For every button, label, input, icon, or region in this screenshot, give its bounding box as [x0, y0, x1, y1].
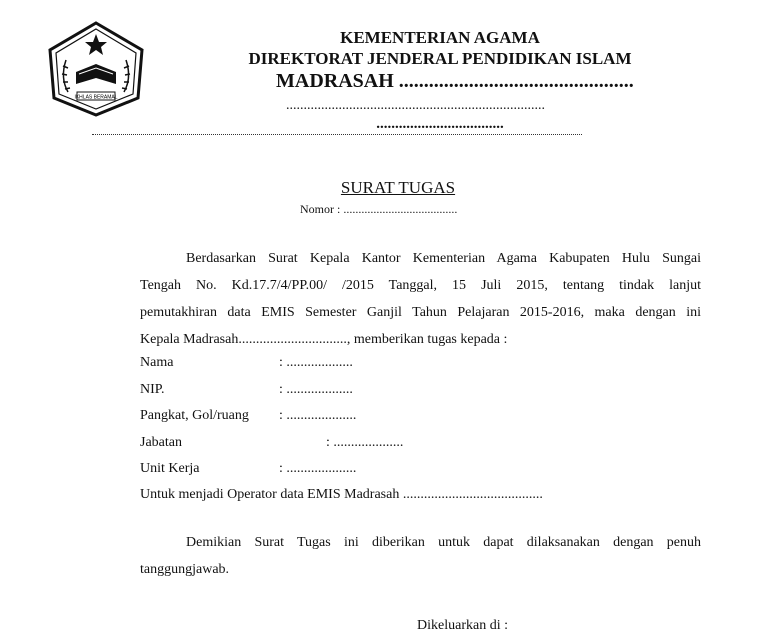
- madrasah-name: MADRASAH ...............................................: [276, 70, 634, 92]
- field-label-jabatan: Jabatan: [140, 435, 182, 450]
- address-line: ..........................................................................: [286, 98, 545, 113]
- field-value-jabatan: : ....................: [326, 435, 404, 450]
- opening-line-1: Berdasarkan Surat Kepala Kantor Kementerian Agama Kabupaten Hulu Sungai: [186, 251, 701, 266]
- svg-text:IKHLAS BERAMAL: IKHLAS BERAMAL: [74, 94, 118, 101]
- city-line: ..................................: [376, 116, 504, 132]
- opening-line-4: Kepala Madrasah..............................., memberikan tugas kepada :: [140, 332, 508, 347]
- field-value-nip: : ...................: [279, 382, 353, 397]
- closing-line-2: tanggungjawab.: [140, 562, 230, 577]
- field-label-nama: Nama: [140, 355, 174, 370]
- opening-line-3: pemutakhiran data EMIS Semester Ganjil Tahun Pelajaran 2015-2016, maka dengan ini: [140, 305, 701, 320]
- letter-number: Nomor : ......................................: [300, 202, 458, 216]
- field-label-nip: NIP.: [140, 382, 165, 397]
- field-label-pangkat: Pangkat, Gol/ruang: [140, 408, 249, 423]
- closing-line-1: Demikian Surat Tugas ini diberikan untuk dapat dilaksanakan dengan penuh: [186, 535, 701, 550]
- letter-title: SURAT TUGAS: [340, 178, 456, 197]
- directorate-name: DIREKTORAT JENDERAL PENDIDIKAN ISLAM: [248, 49, 632, 68]
- field-value-unit-kerja: : ....................: [279, 461, 357, 476]
- opening-paragraph: [140, 245, 701, 353]
- field-value-nama: : ...................: [279, 355, 353, 370]
- field-value-pangkat: : ....................: [279, 408, 357, 423]
- ministry-name: KEMENTERIAN AGAMA: [340, 28, 540, 47]
- assignment-purpose: Untuk menjadi Operator data EMIS Madrasah ........................................: [140, 487, 543, 502]
- closing-paragraph: [140, 529, 701, 583]
- issued-at-label: Dikeluarkan di :: [417, 618, 508, 633]
- field-label-unit-kerja: Unit Kerja: [140, 461, 200, 476]
- opening-line-2: Tengah No. Kd.17.7/4/PP.00/ /2015 Tanggal, 15 Juli 2015, tentang tindak lanjut: [140, 278, 701, 293]
- ministry-emblem-logo: [46, 20, 146, 118]
- letterhead-divider: [92, 134, 582, 137]
